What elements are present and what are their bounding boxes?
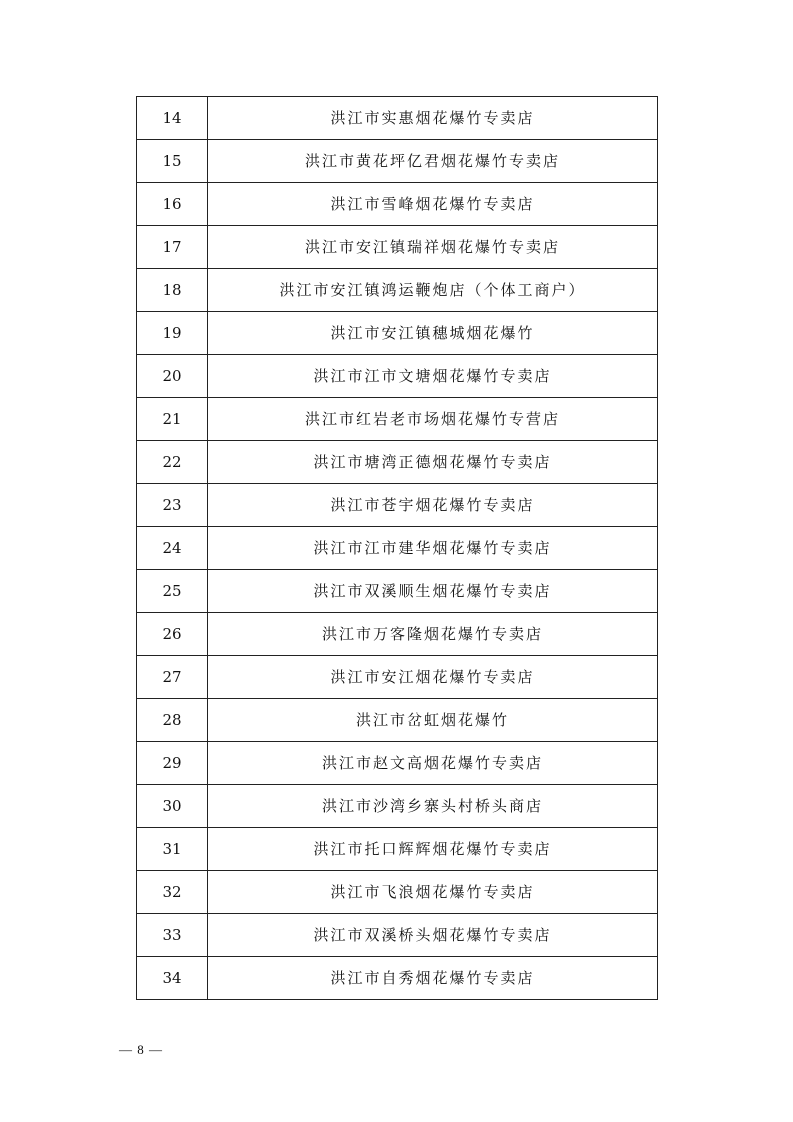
row-number-cell: 18 (137, 269, 208, 312)
table-row (137, 570, 658, 613)
row-number-cell: 20 (137, 355, 208, 398)
shop-name-cell: 洪江市江市建华烟花爆竹专卖店 (208, 527, 658, 570)
table-row (137, 914, 658, 957)
shop-name-cell: 洪江市托口辉辉烟花爆竹专卖店 (208, 828, 658, 871)
row-number-cell: 19 (137, 312, 208, 355)
table-row (137, 269, 658, 312)
row-number-cell: 17 (137, 226, 208, 269)
shop-name-cell: 洪江市塘湾正德烟花爆竹专卖店 (208, 441, 658, 484)
table-row (137, 785, 658, 828)
table-row (137, 484, 658, 527)
table-row (137, 527, 658, 570)
table-row (137, 398, 658, 441)
shop-name-cell: 洪江市岔虹烟花爆竹 (208, 699, 658, 742)
shop-name-cell: 洪江市黄花坪亿君烟花爆竹专卖店 (208, 140, 658, 183)
shop-list-table (136, 96, 658, 1000)
row-number-cell: 23 (137, 484, 208, 527)
table-row (137, 957, 658, 1000)
shop-name-cell: 洪江市双溪顺生烟花爆竹专卖店 (208, 570, 658, 613)
row-number-cell: 24 (137, 527, 208, 570)
row-number-cell: 14 (137, 97, 208, 140)
table-row (137, 140, 658, 183)
row-number-cell: 15 (137, 140, 208, 183)
shop-name-cell: 洪江市苍宇烟花爆竹专卖店 (208, 484, 658, 527)
shop-name-cell: 洪江市安江镇穗城烟花爆竹 (208, 312, 658, 355)
shop-name-cell: 洪江市实惠烟花爆竹专卖店 (208, 97, 658, 140)
table-row (137, 613, 658, 656)
shop-name-cell: 洪江市飞浪烟花爆竹专卖店 (208, 871, 658, 914)
row-number-cell: 29 (137, 742, 208, 785)
row-number-cell: 34 (137, 957, 208, 1000)
shop-name-cell: 洪江市万客隆烟花爆竹专卖店 (208, 613, 658, 656)
table-row (137, 742, 658, 785)
table-body (137, 97, 658, 1000)
row-number-cell: 33 (137, 914, 208, 957)
table-row (137, 441, 658, 484)
table-row (137, 828, 658, 871)
page-number: — 8 — (119, 1042, 163, 1057)
shop-name-cell: 洪江市安江烟花爆竹专卖店 (208, 656, 658, 699)
shop-name-cell: 洪江市雪峰烟花爆竹专卖店 (208, 183, 658, 226)
shop-name-cell: 洪江市沙湾乡寨头村桥头商店 (208, 785, 658, 828)
row-number-cell: 22 (137, 441, 208, 484)
shop-name-cell: 洪江市自秀烟花爆竹专卖店 (208, 957, 658, 1000)
table-row (137, 183, 658, 226)
row-number-cell: 16 (137, 183, 208, 226)
table-row (137, 355, 658, 398)
shop-name-cell: 洪江市安江镇鸿运鞭炮店（个体工商户） (208, 269, 658, 312)
row-number-cell: 21 (137, 398, 208, 441)
shop-name-cell: 洪江市江市文塘烟花爆竹专卖店 (208, 355, 658, 398)
row-number-cell: 26 (137, 613, 208, 656)
row-number-cell: 30 (137, 785, 208, 828)
shop-name-cell: 洪江市双溪桥头烟花爆竹专卖店 (208, 914, 658, 957)
table-row (137, 97, 658, 140)
row-number-cell: 32 (137, 871, 208, 914)
row-number-cell: 25 (137, 570, 208, 613)
shop-name-cell: 洪江市安江镇瑞祥烟花爆竹专卖店 (208, 226, 658, 269)
table-row (137, 871, 658, 914)
row-number-cell: 28 (137, 699, 208, 742)
shop-name-cell: 洪江市红岩老市场烟花爆竹专营店 (208, 398, 658, 441)
table-row (137, 656, 658, 699)
row-number-cell: 31 (137, 828, 208, 871)
row-number-cell: 27 (137, 656, 208, 699)
table-row (137, 312, 658, 355)
shop-name-cell: 洪江市赵文高烟花爆竹专卖店 (208, 742, 658, 785)
table-row (137, 699, 658, 742)
table-row (137, 226, 658, 269)
